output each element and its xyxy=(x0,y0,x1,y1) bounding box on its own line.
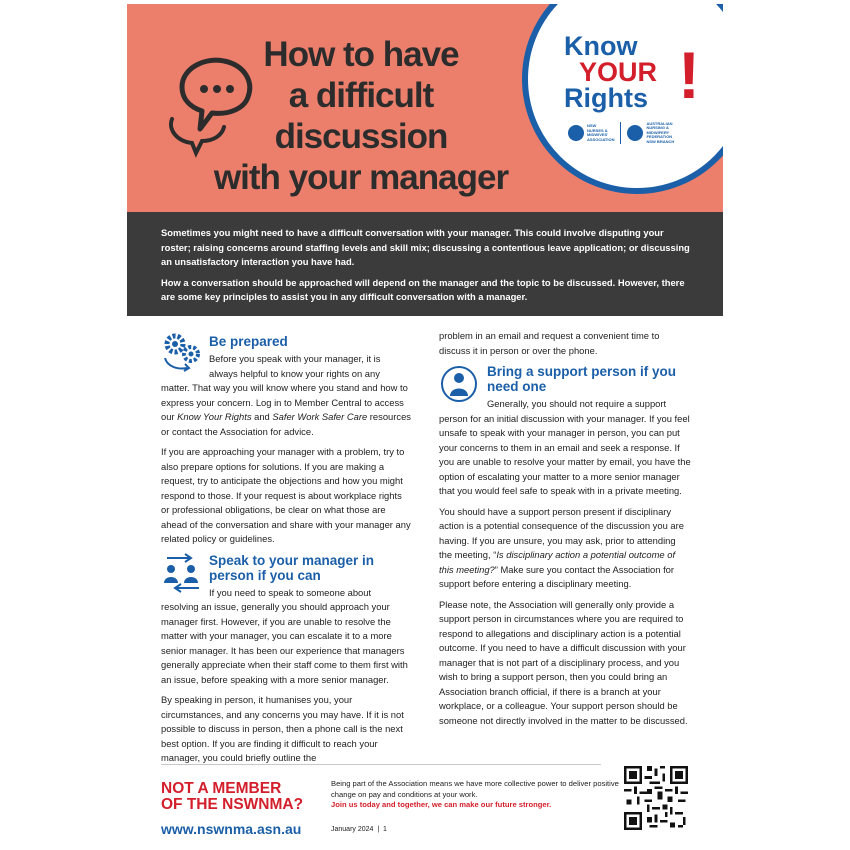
text: and xyxy=(251,411,273,422)
text-emphasis: Know Your Rights xyxy=(177,411,252,422)
logo-text: AUSTRALIAN xyxy=(646,120,673,126)
logo-text: MIDWIVES' xyxy=(587,132,609,137)
paragraph xyxy=(439,505,691,592)
section-heading-support-person: Bring a support person if you need one xyxy=(487,364,677,394)
association-logos xyxy=(568,120,688,146)
page-title xyxy=(161,34,561,198)
badge-your: YOUR xyxy=(579,57,658,87)
footer-heading-line: NOT A MEMBER xyxy=(161,780,282,797)
footer-text xyxy=(331,779,621,811)
document-page xyxy=(127,4,723,846)
badge-exclamation: ! xyxy=(678,38,700,112)
text-emphasis: Safer Work Safer Care xyxy=(272,411,368,422)
gears-icon xyxy=(161,332,205,372)
text: Before you speak with your manager, it is always helpful to know your rights on any matter. That way you will know where you stand and how to express your concern. Log in to Member Central to access our xyxy=(161,353,408,422)
anmf-emblem-icon xyxy=(627,125,643,141)
logo-divider xyxy=(620,122,621,144)
paragraph: Please note, the Association will generally only provide a support person in circumstances where you are required to respond to allegations and disciplinary action is a potential outcome. If you need to have a difficult discussion with your manager that is not part of a disciplinary process, and you wish to bring a support person, then you could bring an Association branch official, if there is a branch at your workplace, or a colleague. Your support person should be someone not directly involved in the matter to be discussed. xyxy=(439,598,688,726)
badge-know: Know xyxy=(564,31,638,61)
intro-panel xyxy=(127,212,723,316)
footer-date xyxy=(331,826,387,833)
section-heading-speak-in-person: Speak to your manager in person if you can xyxy=(209,552,375,583)
section-heading-be-prepared: Be prepared xyxy=(209,334,288,349)
intro-paragraph: How a conversation should be approached will depend on the manager and the topic to be discussed. However, there are some key principles to assist you in any difficult conversation with a manager. xyxy=(161,276,685,302)
badge-rights: Rights xyxy=(564,83,648,113)
title-line: How to have xyxy=(263,35,459,74)
intro-paragraph: Sometimes you might need to have a difficult conversation with your manager. This could involve disputing your roster; raising concerns around staffing levels and skill mix; discussing a contentious leave application; or discussing an unsatisfactory interaction you have had. xyxy=(161,227,690,267)
footer-heading xyxy=(161,781,303,813)
publication-date: January 2024 xyxy=(331,826,374,833)
title-line: with your manager xyxy=(213,158,509,197)
logo-text: NSW BRANCH xyxy=(646,138,675,144)
title-line: discussion xyxy=(274,117,448,156)
paragraph: Generally, you should not require a support person for an initial discussion with your manager. If you feel unsafe to speak with your manager in person, you can put your concerns to them in an email and seek a response. If you are unable to resolve your matter by email, you have the option of escalating your matter to a more senior manager that you would feel safe to speak with in a private meeting. xyxy=(439,398,691,496)
page-number: 1 xyxy=(383,826,387,833)
qr-code[interactable] xyxy=(624,766,688,830)
title-line: a difficult xyxy=(288,76,434,115)
person-icon xyxy=(439,364,483,404)
call-to-action: Join us today and together, we can make our future stronger. xyxy=(331,800,552,809)
website-link[interactable]: www.nswnma.asn.au xyxy=(161,821,302,837)
text-emphasis: Is disciplinary action a potential outcome of this meeting? xyxy=(439,549,676,575)
nswnma-emblem-icon xyxy=(568,125,584,141)
logo-text: NSW xyxy=(587,123,597,128)
text: resources or contact the Association for advice. xyxy=(161,411,411,437)
logo-text: FEDERATION xyxy=(646,134,673,140)
logo-text: ASSOCIATION xyxy=(587,136,615,142)
anmf-logo xyxy=(627,122,674,145)
paragraph: problem in an email and request a convenient time to discuss it in person or over the phone. xyxy=(439,330,660,356)
logo-text: NURSES & xyxy=(587,127,608,133)
separator: | xyxy=(377,826,380,833)
left-column xyxy=(161,332,411,772)
nswnma-logo xyxy=(568,124,614,142)
logo-text: NURSING & xyxy=(646,125,669,131)
footer-divider xyxy=(161,764,601,765)
badge-text xyxy=(564,33,657,111)
right-column xyxy=(439,329,691,734)
paragraph: If you are approaching your manager with a problem, try to also prepare options for solutions. If you are making a request, try to anticipate the objections and how you might respond to those. If your request is about workplace rights or professional obligations, be clear on what those are ahead of the conversation and share with your manager any related policy or guidelines. xyxy=(161,446,411,544)
text: Being part of the Association means we have more collective power to deliver positive change on pay and conditions at your work. xyxy=(331,779,619,799)
paragraph: If you need to speak to someone about resolving an issue, generally you should approach your manager first. However, if you are unable to resolve the matter with your manager, you can escalate it to a more senior manager. It has been our experience that managers generally appreciate when their staff come to them first with an issue, before speaking with a more senior manager. xyxy=(161,586,408,685)
text: You should have a support person present if disciplinary action is a potential consequence of the discussion you are having. If you are unsure, you may ask, prior to attending the meeting, “ xyxy=(439,505,684,560)
people-exchange-icon xyxy=(161,553,205,593)
logo-text: MIDWIFERY xyxy=(646,129,670,135)
text: ” Make sure you contact the Association for support before entering a disciplinary meeting. xyxy=(439,563,675,589)
paragraph: By speaking in person, it humanises you, your circumstances, and any concerns you may have. If it is not possible to discuss in person, then a phone call is the next best option. If you are finding it difficult to reach your manager, you could briefly outline the xyxy=(161,694,404,763)
footer-heading-line: OF THE NSWNMA? xyxy=(161,796,304,813)
hero-banner xyxy=(127,4,723,212)
